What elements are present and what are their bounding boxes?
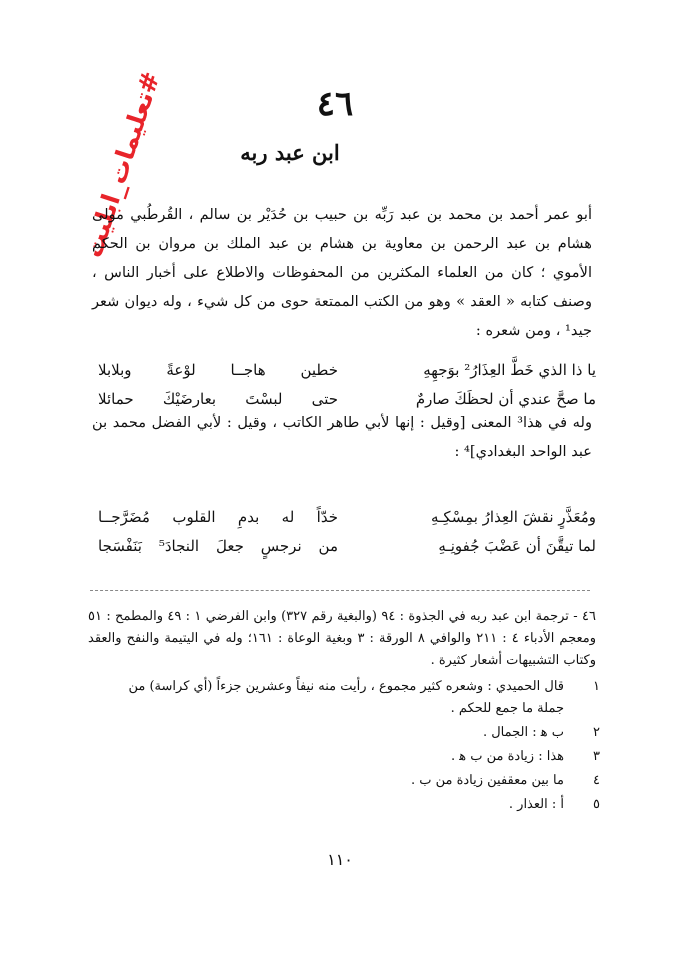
verse-hemistich-first: لما تيقَّنَ أن عَضْبَ جُفونِـهِ	[438, 537, 596, 555]
verse-line	[98, 532, 596, 561]
footnote-item	[100, 794, 600, 816]
poem-verse-2	[98, 503, 596, 563]
verse-hemistich-second: خطين هاجــا لوْعةً وبلابلا	[98, 361, 338, 379]
footnote-number: ٢	[593, 725, 600, 740]
biography-paragraph: أبو عمر أحمد بن محمد بن عبد رَبِّه بن حبيب بن حُدَيْر بن سالم ، القُرطُبي مولى هشام بن عبد الرحمن بن معاوية بن هشام بن عبد الملك بن مروان بن الحكم الأموي ؛ كان من العلماء المكثرين من المحفوظات والاطلاع على أخبار الناس ، وصنف كتابه « العقد » وهو من الكتب الممتعة حوى من كل شيء ، وله ديوان شعر جيد¹ ، ومن شعره :	[92, 206, 592, 339]
footnote-number: ٤	[593, 773, 600, 788]
footnote-item	[100, 770, 600, 792]
footnote-number: ٥	[593, 797, 600, 812]
verse-hemistich-second: من نرجسٍ جعلَ النجادَ⁵ بَنَفْسَجا	[98, 537, 338, 555]
footnote-text: أ : العذار .	[508, 797, 564, 812]
poem-verse-1	[98, 356, 596, 416]
footnote-item	[100, 746, 600, 768]
verse-hemistich-first: ما صحَّ عندي أن لحظَكَ صارمٌ	[415, 390, 596, 408]
attribution-paragraph: وله في هذا³ المعنى [وقيل : إنها لأبي طاهر الكاتب ، وقيل : لأبي الفضل محمد بن عبد الواحد البغدادي]⁴ :	[92, 414, 592, 460]
footnote-list	[100, 676, 600, 818]
footnote-number: ٣	[593, 749, 600, 764]
footnote-text: هذا : زيادة من ب ﻫ .	[450, 749, 564, 764]
verse-hemistich-first: يا ذا الذي خَطَّ العِذَارُ² بوَجهِهِ	[423, 361, 596, 379]
verse-line	[98, 503, 596, 532]
verse-hemistich-first: ومُعَذَّرٍ نقشَ العِذارُ بمِسْكِـهِ	[430, 508, 596, 526]
entry-title: ابن عبد ربه	[240, 140, 340, 165]
footnote-number: ١	[593, 679, 600, 694]
verse-hemistich-second: خدّاً له بدمِ القلوب مُضَرَّجــا	[98, 508, 338, 526]
footnote-text: قال الحميدي : وشعره كثير مجموع ، رأيت منه نيفاً وعشرين جزءاً (أي كراسة) من جملة ما جمع للحكم .	[128, 679, 564, 716]
footnote-text: ما بين معقفين زيادة من ب .	[410, 773, 564, 788]
footnote-text: ب ﻫ : الجمال .	[482, 725, 564, 740]
verse-line	[98, 356, 596, 385]
entry-number: ٤٦	[316, 84, 354, 124]
watermark-hashtag: #تعليمات_ابليت	[78, 68, 166, 261]
footnote-item	[100, 722, 600, 744]
footnote-divider	[90, 590, 590, 591]
footnote-sources: ٤٦ - ترجمة ابن عبد ربه في الجذوة : ٩٤ (والبغية رقم ٣٢٧) وابن الفرضي ١ : ٤٩ والمطمح : ٥١ ومعجم الأدباء ٤ : ٢١١ والوافي ٨ الورقة : ٣ وبغية الوعاة : ١٦١؛ وله في اليتيمة والنفح والعقد وكتاب التشبيهات أشعار كثيرة .	[88, 609, 596, 668]
page-number: ١١٠	[327, 850, 353, 869]
verse-hemistich-second: حتى لبسْتَ بعارضَيْكَ حمائلا	[98, 390, 338, 408]
footnote-item	[100, 676, 600, 720]
